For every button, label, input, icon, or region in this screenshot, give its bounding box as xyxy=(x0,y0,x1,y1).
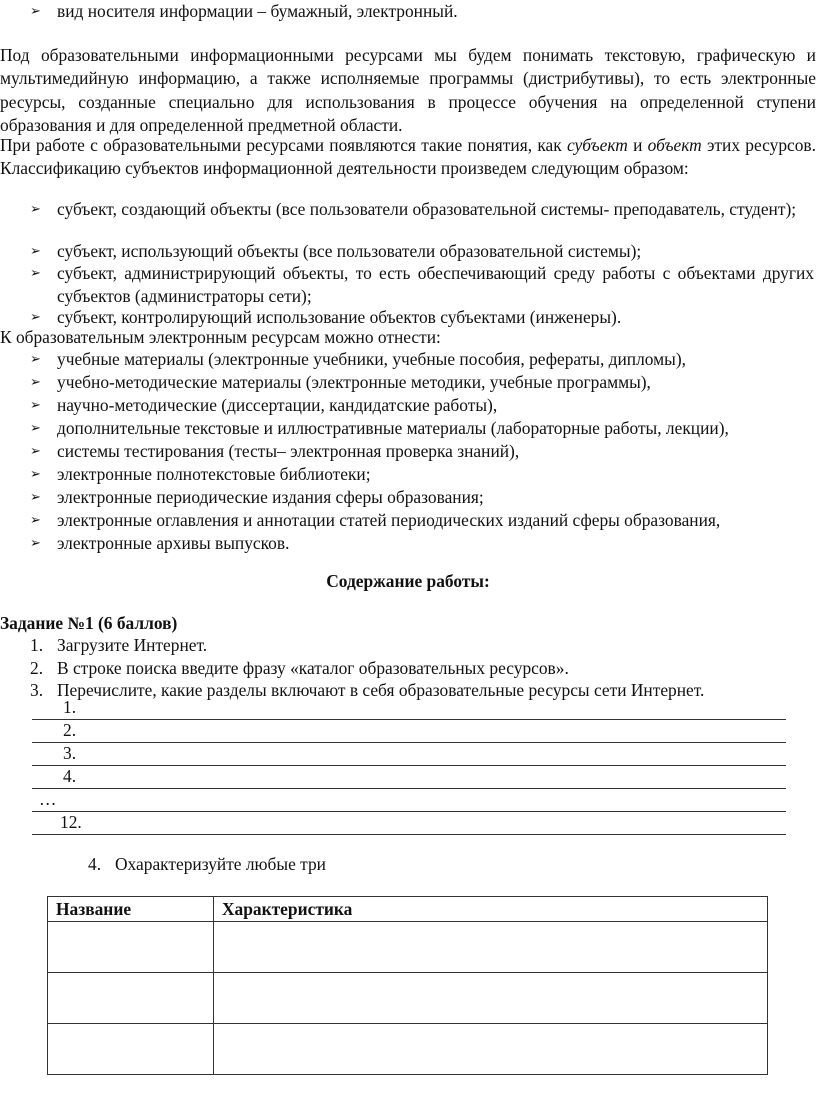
bullet-text: учебные материалы (электронные учебники, учебные пособия, рефераты, дипломы), xyxy=(57,349,686,369)
arrow-bullet-icon: ➢ xyxy=(30,202,41,217)
bullet-item xyxy=(0,509,816,532)
table-cell[interactable] xyxy=(214,973,768,1024)
bullet-item xyxy=(0,440,816,463)
step-item xyxy=(0,657,816,680)
bullet-text: электронные архивы выпусков. xyxy=(57,533,290,553)
paragraph-subjects-intro xyxy=(0,134,816,181)
step-text: Охарактеризуйте любые три xyxy=(115,854,326,874)
bullet-text: вид носителя информации – бумажный, электронный. xyxy=(57,1,458,21)
table-cell[interactable] xyxy=(48,1024,214,1075)
bullet-text: субъект, использующий объекты (все пользователи образовательной системы); xyxy=(57,241,642,261)
table-cell[interactable] xyxy=(48,973,214,1024)
answer-line[interactable] xyxy=(32,742,786,766)
arrow-bullet-icon: ➢ xyxy=(30,4,41,19)
arrow-bullet-icon: ➢ xyxy=(30,467,41,482)
table-row xyxy=(48,922,768,973)
characteristics-table xyxy=(47,896,768,1075)
bullet-item xyxy=(0,262,816,309)
arrow-bullet-icon: ➢ xyxy=(30,444,41,459)
table-cell[interactable] xyxy=(214,1024,768,1075)
table-cell[interactable] xyxy=(214,922,768,973)
bullet-text: субъект, создающий объекты (все пользователи образовательной системы- преподаватель, студент); xyxy=(57,199,797,219)
section-title: Содержание работы: xyxy=(326,571,490,591)
bullet-item xyxy=(0,463,816,486)
bullet-text: учебно-методические материалы (электронные методики, учебные программы), xyxy=(57,372,651,392)
bullet-text: электронные оглавления и аннотации статей периодических изданий сферы образования, xyxy=(57,510,721,530)
step-item xyxy=(0,634,816,657)
table-header-row xyxy=(48,897,768,922)
arrow-bullet-icon: ➢ xyxy=(30,310,41,325)
bullet-item xyxy=(0,371,816,394)
arrow-bullet-icon: ➢ xyxy=(30,352,41,367)
arrow-bullet-icon: ➢ xyxy=(30,513,41,528)
text-fragment: этих ресурсов. Классификацию субъектов информационной деятельности произведем следующим образом: xyxy=(0,135,816,179)
answer-line[interactable] xyxy=(32,765,786,789)
bullet-item xyxy=(0,348,816,371)
arrow-bullet-icon: ➢ xyxy=(30,421,41,436)
step-text: В строке поиска введите фразу «каталог образовательных ресурсов». xyxy=(57,658,569,678)
term-object: объект xyxy=(647,135,702,155)
answer-line[interactable] xyxy=(32,696,786,720)
text-fragment: и xyxy=(627,135,648,155)
task-title: Задание №1 (6 баллов) xyxy=(0,613,178,633)
answer-line[interactable] xyxy=(32,788,786,812)
step-text: Перечислите, какие разделы включают в себя образовательные ресурсы сети Интернет. xyxy=(57,680,705,700)
bullet-text: электронные полнотекстовые библиотеки; xyxy=(57,464,371,484)
bullet-text: электронные периодические издания сферы образования; xyxy=(57,487,484,507)
bullet-item xyxy=(0,417,816,440)
paragraph-resources-intro: К образовательным электронным ресурсам можно отнести: xyxy=(0,327,441,347)
bullet-text: субъект, контролирующий использование объектов субъектами (инженеры). xyxy=(57,307,622,327)
step-number: 3. xyxy=(30,680,44,700)
step-number: 2. xyxy=(30,658,44,678)
term-subject: субъект xyxy=(566,135,628,155)
column-header-characteristic: Характеристика xyxy=(214,897,768,922)
step-number: 1. xyxy=(30,635,44,655)
step-item xyxy=(0,853,816,876)
bullet-text: дополнительные текстовые и иллюстративные материалы (лабораторные работы, лекции), xyxy=(57,418,729,438)
answer-line[interactable] xyxy=(32,719,786,743)
bullet-item xyxy=(0,240,816,263)
bullet-item xyxy=(0,198,816,221)
bullet-text: научно-методические (диссертации, кандидатские работы), xyxy=(57,395,498,415)
step-text: Загрузите Интернет. xyxy=(57,635,208,655)
paragraph-definition: Под образовательными информационными ресурсами мы будем понимать текстовую, графическую и мультимедийную информацию, а также исполняемые программы (дистрибутивы), то есть электронные ресурсы, созданные специально для использования в процессе обучения на определенной ступени образования и для определенной предметной области. xyxy=(0,45,816,135)
step-number: 4. xyxy=(88,854,102,874)
arrow-bullet-icon: ➢ xyxy=(30,398,41,413)
arrow-bullet-icon: ➢ xyxy=(30,266,41,281)
bullet-item xyxy=(0,0,816,23)
bullet-text: субъект, администрирующий объекты, то есть обеспечивающий среду работы с объектами других субъектов (администраторы сети); xyxy=(57,263,814,307)
bullet-text: системы тестирования (тесты– электронная проверка знаний), xyxy=(57,441,520,461)
text-fragment: При работе с образовательными ресурсами появляются такие понятия, как xyxy=(0,135,567,155)
table-row xyxy=(48,1024,768,1075)
answer-line-number: … xyxy=(39,789,57,809)
bullet-item xyxy=(0,486,816,509)
table-row xyxy=(48,973,768,1024)
answer-line-number: 12. xyxy=(60,812,82,832)
answer-line-number: 3. xyxy=(63,743,77,763)
table-cell[interactable] xyxy=(48,922,214,973)
arrow-bullet-icon: ➢ xyxy=(30,244,41,259)
bullet-item xyxy=(0,532,816,555)
answer-line-number: 1. xyxy=(63,697,77,717)
arrow-bullet-icon: ➢ xyxy=(30,536,41,551)
arrow-bullet-icon: ➢ xyxy=(30,375,41,390)
answer-line-number: 4. xyxy=(63,766,77,786)
answer-line[interactable] xyxy=(32,811,786,835)
column-header-name: Название xyxy=(48,897,214,922)
arrow-bullet-icon: ➢ xyxy=(30,490,41,505)
answer-line-number: 2. xyxy=(63,720,77,740)
bullet-item xyxy=(0,394,816,417)
